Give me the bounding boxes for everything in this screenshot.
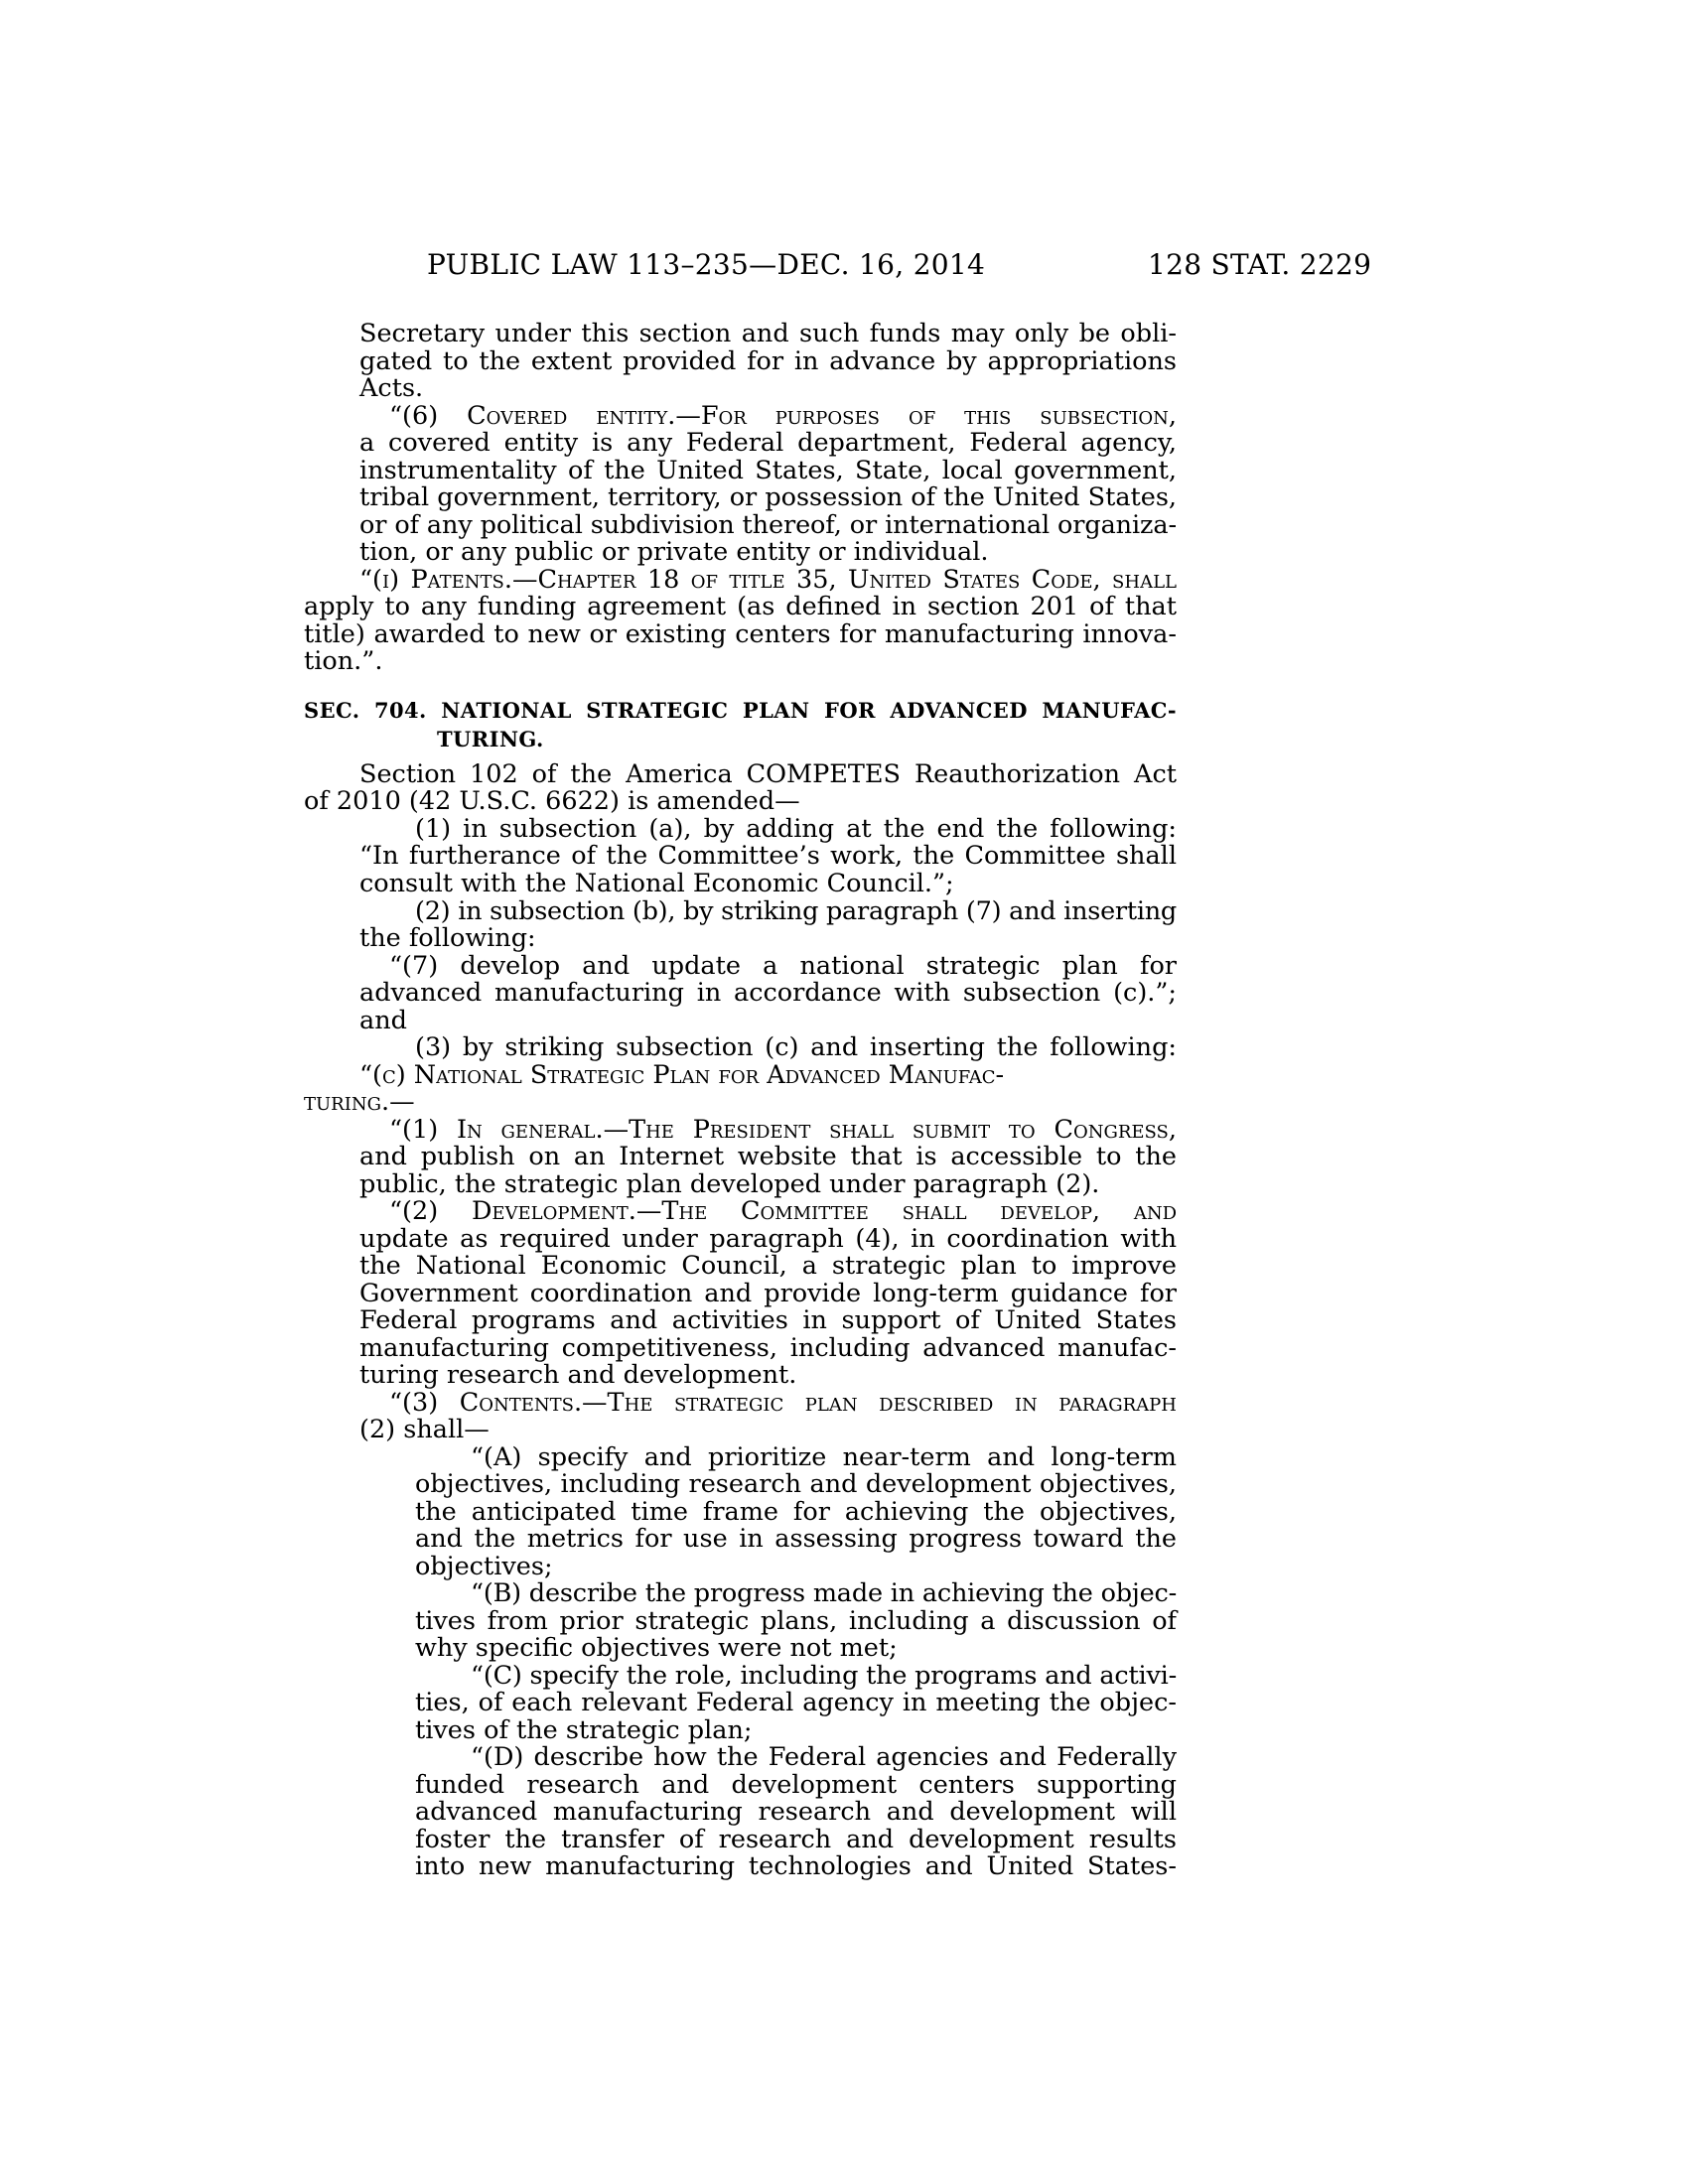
- text-line: foster the transfer of research and development results: [415, 1825, 1177, 1854]
- page-stat-number: 128 STAT. 2229: [1148, 248, 1372, 281]
- text-line: tives from prior strategic plans, including a discussion of: [415, 1606, 1177, 1636]
- text-line: tion, or any public or private entity or individual.: [359, 537, 989, 567]
- text-line: and: [359, 1006, 407, 1035]
- text-line: the National Economic Council, a strategic plan to improve: [359, 1251, 1177, 1281]
- text-line: tribal government, territory, or possession of the United States,: [359, 482, 1177, 512]
- text-line: apply to any funding agreement (as defined in section 201 of that: [304, 592, 1177, 621]
- text-line: (1) in subsection (a), by adding at the end the following:: [415, 814, 1177, 844]
- text-line: instrumentality of the United States, State, local government,: [359, 456, 1177, 485]
- text-line: advanced manufacturing research and development will: [415, 1797, 1177, 1827]
- text-line: a covered entity is any Federal department, Federal agency,: [359, 428, 1177, 458]
- text-line: turing research and development.: [359, 1360, 797, 1390]
- text-line: ties, of each relevant Federal agency in meeting the objec-: [415, 1688, 1177, 1717]
- text-line: funded research and development centers supporting: [415, 1770, 1177, 1800]
- text-line: the following:: [359, 923, 536, 953]
- subsection-c-heading: “(c) National Strategic Plan for Advanced Manufac-: [359, 1060, 1005, 1090]
- subparagraph-d: “(D) describe how the Federal agencies and Federally: [471, 1742, 1177, 1772]
- paragraph-6-covered-entity: “(6) Covered entity.—For purposes of this subsection,: [389, 401, 1177, 431]
- text-line: the anticipated time frame for achieving the objectives,: [415, 1497, 1177, 1527]
- text-line: of 2010 (42 U.S.C. 6622) is amended—: [304, 786, 800, 816]
- paragraph-3-contents: “(3) Contents.—The strategic plan described in paragraph: [389, 1388, 1177, 1418]
- subparagraph-c: “(C) specify the role, including the programs and activi-: [471, 1661, 1177, 1691]
- text-line: tion.”.: [304, 646, 383, 676]
- text-line: “In furtherance of the Committee’s work, the Committee shall: [359, 841, 1177, 871]
- subparagraph-b: “(B) describe the progress made in achieving the objec-: [471, 1578, 1177, 1608]
- text-line: public, the strategic plan developed under paragraph (2).: [359, 1169, 1100, 1199]
- text-line: Section 102 of the America COMPETES Reauthorization Act: [359, 759, 1177, 789]
- text-line: advanced manufacturing in accordance with subsection (c).”;: [359, 978, 1177, 1008]
- text-line: update as required under paragraph (4), in coordination with: [359, 1224, 1177, 1254]
- paragraph-2-development: “(2) Development.—The Committee shall develop, and: [389, 1196, 1177, 1226]
- text-line: into new manufacturing technologies and United States-: [415, 1851, 1177, 1881]
- running-header-title: PUBLIC LAW 113–235—DEC. 16, 2014: [427, 248, 986, 281]
- text-line: manufacturing competitiveness, including advanced manufac-: [359, 1333, 1177, 1363]
- text-line: or of any political subdivision thereof, or international organiza-: [359, 510, 1177, 540]
- text-line: and the metrics for use in assessing progress toward the: [415, 1524, 1177, 1554]
- paragraph-1-in-general: “(1) In general.—The President shall submit to Congress,: [389, 1115, 1177, 1145]
- subsection-c-heading-continued: turing.—: [304, 1087, 415, 1117]
- text-line: why specific objectives were not met;: [415, 1633, 898, 1663]
- text-line: and publish on an Internet website that is accessible to the: [359, 1142, 1177, 1171]
- text-line: objectives, including research and development objectives,: [415, 1469, 1177, 1499]
- section-heading-continued: TURING.: [437, 727, 544, 751]
- text-line: “(7) develop and update a national strategic plan for: [389, 951, 1177, 981]
- text-line: (2) in subsection (b), by striking paragraph (7) and inserting: [415, 896, 1177, 926]
- text-line: objectives;: [415, 1552, 553, 1581]
- text-line: title) awarded to new or existing centers for manufacturing innova-: [304, 619, 1177, 649]
- text-line: consult with the National Economic Council.”;: [359, 869, 954, 898]
- text-line: Government coordination and provide long-term guidance for: [359, 1279, 1177, 1308]
- text-line: Federal programs and activities in support of United States: [359, 1305, 1177, 1335]
- section-heading: SEC. 704. NATIONAL STRATEGIC PLAN FOR ADVANCED MANUFAC-: [304, 698, 1177, 723]
- text-line: Secretary under this section and such funds may only be obli-: [359, 319, 1177, 348]
- text-line: (3) by striking subsection (c) and inserting the following:: [415, 1032, 1177, 1062]
- subparagraph-a: “(A) specify and prioritize near-term and long-term: [471, 1442, 1177, 1472]
- subsection-i-patents: “(i) Patents.—Chapter 18 of title 35, United States Code, shall: [359, 565, 1177, 595]
- text-line: tives of the strategic plan;: [415, 1715, 753, 1745]
- text-line: gated to the extent provided for in advance by appropriations: [359, 346, 1177, 376]
- text-line: Acts.: [359, 373, 424, 403]
- text-line: (2) shall—: [359, 1415, 490, 1444]
